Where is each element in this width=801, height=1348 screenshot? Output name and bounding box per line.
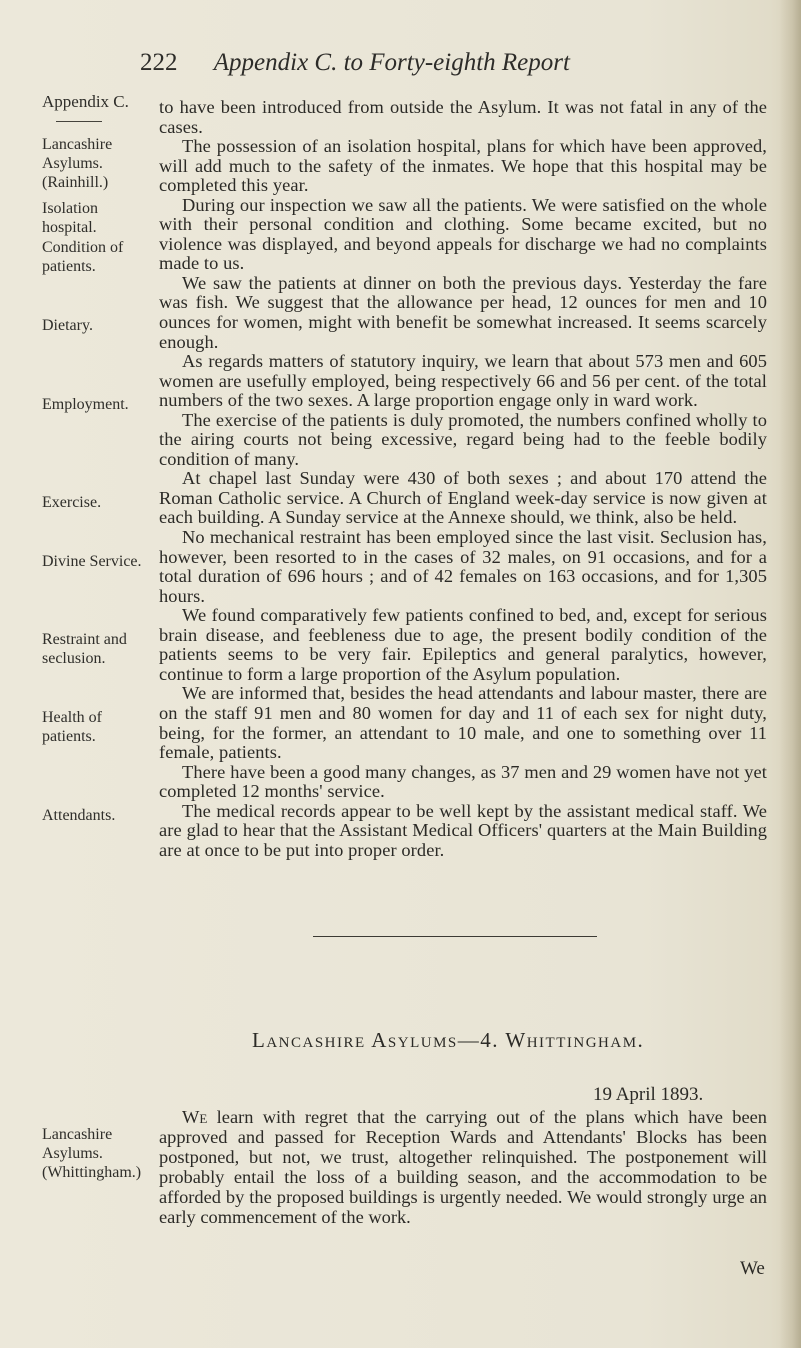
section-body: [159, 1107, 767, 1227]
page-number: 222: [140, 49, 178, 76]
paragraph: The medical records appear to be well kept by the assistant medical staff. We are glad to hear that the Assistant Medical Officers' quarters at the Main Building are at once to be put into proper order.: [159, 800, 767, 860]
margin-lancashire-rainhill: Lancashire Asylums. (Rainhill.): [42, 136, 113, 191]
margin-employment: Employment.: [42, 396, 129, 413]
margin-restraint: Restraint and seclusion.: [42, 631, 127, 667]
margin-isolation: Isolation hospital.: [42, 200, 98, 236]
margin-divine-service: Divine Service.: [42, 553, 142, 570]
margin-exercise: Exercise.: [42, 494, 102, 511]
section-divider: [313, 936, 597, 937]
margin-lancashire-whittingham: Lancashire Asylums. (Whittingham.): [42, 1126, 142, 1181]
paragraph: to have been introduced from outside the Asylum. It was not fatal in any of the cases.: [159, 97, 767, 137]
section-title: Lancashire Asylums—4. Whittingham.: [252, 1028, 645, 1052]
margin-appendix: Appendix C.: [42, 92, 129, 111]
body-text: [159, 98, 767, 860]
page-header: [140, 48, 780, 78]
page-edge-shadow: [779, 0, 801, 1348]
paragraph: During our inspection we saw all the patients. We were satisfied on the whole with their personal condition and clothing. Some became excited, but no violence was displayed, and beyond appeals for discharge we had no complaints made to us.: [159, 194, 767, 274]
margin-attendants: Attendants.: [42, 807, 116, 824]
paragraph: We are informed that, besides the head attendants and labour master, there are on the staff 91 men and 80 women for day and 11 of each sex for night duty, being, for the former, an attendant to 10 male, and one to something over 11 female, patients.: [159, 683, 767, 763]
margin-health: Health of patients.: [42, 709, 102, 745]
paragraph: The exercise of the patients is duly promoted, the numbers confined wholly to the airing courts not being excessive, regard being had to the feeble bodily condition of many.: [159, 409, 767, 469]
paragraph: We found comparatively few patients confined to bed, and, except for serious brain disease, and feebleness due to age, the present bodily condition of the patients seems to be very fair. Epileptics and general paralytics, however, continue to form a large proportion of the Asylum population.: [159, 605, 767, 684]
margin-rule: [56, 121, 102, 122]
paragraph: As regards matters of statutory inquiry, we learn that about 573 men and 605 women are usefully employed, being respectively 66 and 56 per cent. of the total numbers of the two sexes. A large proportion engage only in ward work.: [159, 351, 767, 411]
section-paragraph-text: learn with regret that the carrying out of the plans which have been approved and passed for Reception Wards and Attendants' Blocks has been postponed, but not, we trust, altogether relinquished. The postponement will probably entail the loss of a building season, and the accommodation to be afforded by the proposed buildings is urgently needed. We would strongly urge an early commencement of the work.: [159, 1107, 767, 1227]
section-paragraph: [159, 1107, 767, 1227]
paragraph: The possession of an isolation hospital, plans for which have been approved, will add much to the safety of the inmates. We hope that this hospital may be completed this year.: [159, 136, 767, 196]
margin-dietary: Dietary.: [42, 317, 93, 334]
section-date: 19 April 1893.: [593, 1084, 704, 1105]
paragraph: No mechanical restraint has been employed since the last visit. Seclusion has, however, been resorted to in the cases of 32 males, on 91 occasions, and for a total duration of 696 hours ; and of 42 females on 163 occasions, and for 1,305 hours.: [159, 527, 767, 606]
lead-word: We: [182, 1107, 208, 1127]
paragraph: We saw the patients at dinner on both the previous days. Yesterday the fare was fish. We suggest that the allowance per head, 12 ounces for men and 10 ounces for women, might with benefit be somewhat increased. It seems scarcely enough.: [159, 272, 767, 352]
paragraph: At chapel last Sunday were 430 of both sexes ; and about 170 attend the Roman Catholic service. A Church of England week-day service is now given at each building. A Sunday service at the Annexe should, we think, also be held.: [159, 468, 767, 528]
running-title: Appendix C. to Forty-eighth Report: [213, 49, 570, 76]
catchword: We: [740, 1258, 765, 1279]
paragraph: There have been a good many changes, as 37 men and 29 women have not yet completed 12 months' service.: [159, 761, 767, 802]
margin-condition: Condition of patients.: [42, 239, 124, 275]
